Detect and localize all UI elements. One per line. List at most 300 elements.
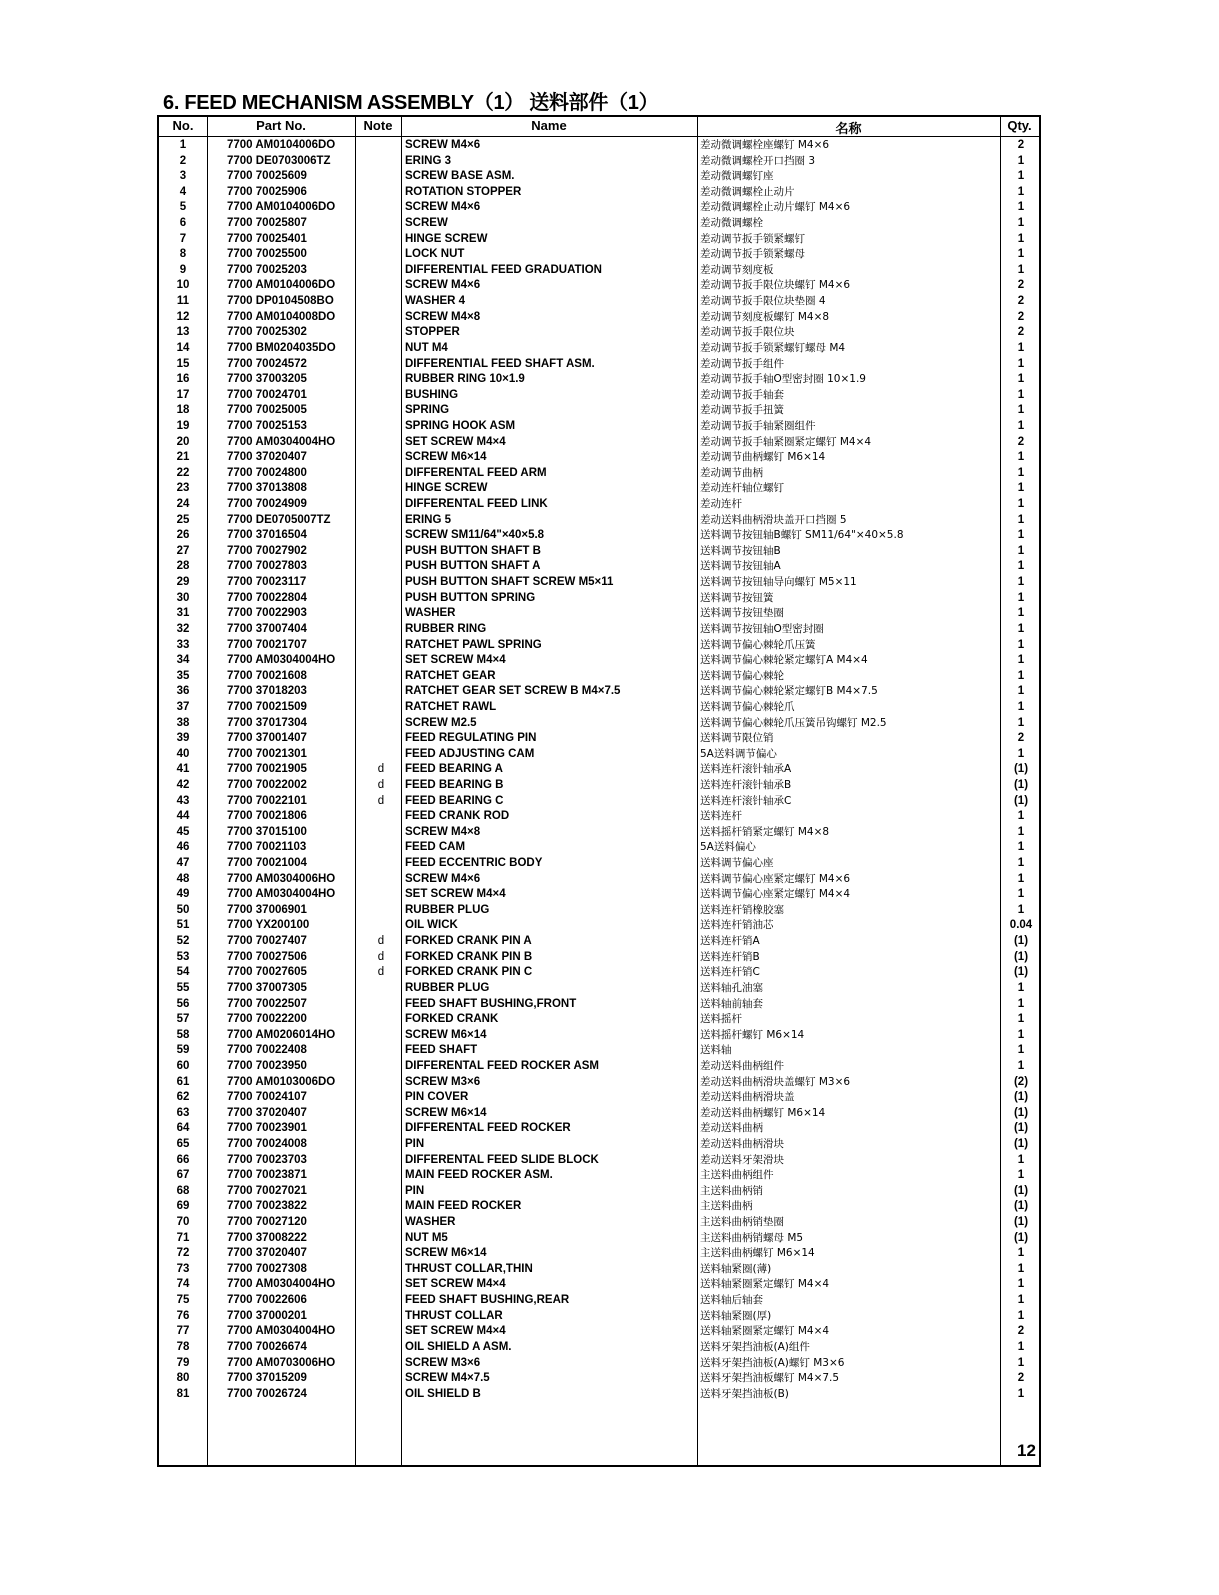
cell-part-no: 7700 DE0703006TZ: [227, 154, 331, 167]
cell-part-no: 7700 AM0304006HO: [227, 872, 336, 885]
cell-qty: 1: [1017, 217, 1025, 230]
cell-part-no: 7700 37006901: [227, 903, 307, 916]
cell-name: MAIN FEED ROCKER: [405, 1200, 522, 1213]
cell-qty: 1: [1017, 357, 1025, 370]
cell-name: SCREW M4×6: [405, 201, 481, 214]
cell-no: 9: [179, 263, 187, 276]
cell-no: 30: [176, 591, 190, 604]
cell-no: 14: [176, 341, 190, 354]
cell-name: SCREW M2.5: [405, 716, 477, 729]
table-row: [159, 1012, 1039, 1028]
cell-name: RATCHET PAWL SPRING: [405, 638, 542, 651]
cell-chinese-name: 送料调节偏心棘轮爪: [700, 700, 795, 713]
table-row: [159, 809, 1039, 825]
cell-chinese-name: 送料调节偏心棘轮紧定螺钉A M4×4: [700, 654, 868, 667]
cell-qty: 1: [1017, 872, 1025, 885]
cell-name: FEED SHAFT: [405, 1044, 478, 1057]
cell-name: ERING 3: [405, 154, 452, 167]
cell-chinese-name: 送料轴后轴套: [700, 1294, 763, 1307]
cell-part-no: 7700 70027803: [227, 560, 307, 573]
cell-qty: 1: [1017, 638, 1025, 651]
cell-name: DIFFERENTAL FEED ARM: [405, 466, 547, 479]
cell-no: 6: [179, 217, 187, 230]
table-row: [159, 544, 1039, 560]
cell-name: FEED ECCENTRIC BODY: [405, 857, 543, 870]
cell-part-no: 7700 70025500: [227, 248, 307, 261]
cell-chinese-name: 主送料曲柄销: [700, 1184, 763, 1197]
cell-no: 37: [176, 700, 190, 713]
cell-name: WASHER 4: [405, 295, 466, 308]
cell-no: 39: [176, 732, 190, 745]
cell-chinese-name: 送料调节按钮簧: [700, 591, 774, 604]
cell-no: 7: [179, 232, 187, 245]
cell-qty: 2: [1017, 326, 1025, 339]
table-row: [159, 1324, 1039, 1340]
cell-qty: (1): [1013, 1138, 1029, 1150]
cell-qty: 2: [1017, 295, 1025, 308]
cell-qty: 2: [1017, 732, 1025, 745]
table-row: [159, 1121, 1039, 1137]
cell-name: FEED REGULATING PIN: [405, 732, 537, 745]
table-row: [159, 1168, 1039, 1184]
cell-no: 66: [176, 1153, 190, 1166]
cell-name: FORKED CRANK: [405, 1013, 499, 1026]
cell-name: RUBBER PLUG: [405, 981, 490, 994]
cell-chinese-name: 差动微调螺栓止动片螺钉 M4×6: [700, 201, 851, 214]
cell-chinese-name: 送料调节偏心座紧定螺钉 M4×6: [700, 872, 851, 885]
cell-part-no: 7700 70027021: [227, 1184, 307, 1197]
table-row: [159, 1387, 1039, 1403]
cell-name: ERING 5: [405, 513, 452, 526]
table-row: [159, 403, 1039, 419]
table-row: [159, 684, 1039, 700]
table-row: [159, 357, 1039, 373]
cell-part-no: 7700 37017304: [227, 716, 307, 729]
cell-no: 68: [176, 1184, 190, 1197]
table-row: [159, 1293, 1039, 1309]
cell-no: 31: [176, 607, 190, 620]
cell-chinese-name: 送料连杆滚针轴承C: [700, 794, 792, 807]
cell-name: SET SCREW M4×4: [405, 888, 506, 901]
cell-qty: (1): [1013, 950, 1029, 963]
table-row: [159, 341, 1039, 357]
cell-no: 22: [176, 466, 190, 479]
cell-name: DIFFERENTAL FEED SLIDE BLOCK: [405, 1153, 599, 1166]
table-row: [159, 1277, 1039, 1293]
cell-chinese-name: 送料连杆销B: [700, 950, 760, 963]
cell-name: FORKED CRANK PIN B: [405, 950, 533, 963]
cell-part-no: 7700 70023901: [227, 1122, 307, 1135]
cell-part-no: 7700 70027902: [227, 544, 307, 557]
cell-name: FEED ADJUSTING CAM: [405, 747, 535, 760]
cell-no: 61: [176, 1075, 190, 1088]
table-row: [159, 981, 1039, 997]
cell-no: 49: [176, 888, 190, 901]
table-row: [159, 1231, 1039, 1247]
cell-name: SCREW M4×8: [405, 310, 481, 323]
cell-chinese-name: 送料调节偏心座紧定螺钉 M4×4: [700, 888, 851, 901]
table-row: [159, 1106, 1039, 1122]
cell-chinese-name: 差动调节扳手锁紧螺钉: [700, 232, 805, 245]
cell-qty: 1: [1017, 248, 1025, 261]
cell-part-no: 7700 AM0104008DO: [227, 310, 336, 323]
cell-chinese-name: 差动微调螺栓: [700, 217, 763, 230]
cell-part-no: 7700 37015100: [227, 825, 307, 838]
cell-qty: 1: [1017, 1153, 1025, 1166]
cell-qty: 2: [1017, 279, 1025, 292]
cell-chinese-name: 差动送料曲柄组件: [700, 1059, 784, 1072]
cell-no: 44: [176, 810, 190, 823]
table-row: [159, 856, 1039, 872]
cell-part-no: 7700 37001407: [227, 732, 307, 745]
table-row: [159, 481, 1039, 497]
cell-no: 2: [179, 154, 187, 167]
cell-qty: (1): [1013, 1231, 1029, 1244]
cell-part-no: 7700 70025005: [227, 404, 307, 417]
cell-part-no: 7700 70025807: [227, 217, 307, 230]
cell-qty: 1: [1017, 1294, 1025, 1307]
table-row: [159, 263, 1039, 279]
cell-chinese-name: 主送料曲柄销垫圈: [700, 1216, 784, 1229]
cell-name: MAIN FEED ROCKER ASM.: [405, 1169, 553, 1182]
cell-name: NUT M4: [405, 341, 448, 354]
cell-name: PIN COVER: [405, 1091, 469, 1104]
cell-qty: (2): [1013, 1075, 1029, 1088]
table-row: [159, 622, 1039, 638]
table-row: [159, 747, 1039, 763]
cell-qty: (1): [1013, 763, 1029, 776]
cell-name: SPRING: [405, 404, 450, 417]
cell-qty: 1: [1017, 700, 1025, 713]
table-row: [159, 497, 1039, 513]
table-row: [159, 794, 1039, 810]
cell-no: 48: [176, 872, 190, 885]
table-row: [159, 1356, 1039, 1372]
cell-name: RATCHET GEAR: [405, 669, 496, 682]
cell-part-no: 7700 AM0206014HO: [227, 1028, 336, 1041]
cell-qty: 1: [1017, 576, 1025, 589]
cell-chinese-name: 送料调节按钮垫圈: [700, 607, 784, 620]
cell-chinese-name: 送料连杆滚针轴承A: [700, 763, 792, 776]
cell-chinese-name: 送料轴紧圈(薄): [700, 1262, 772, 1275]
table-row: [159, 950, 1039, 966]
cell-qty: 1: [1017, 685, 1025, 698]
cell-qty: 2: [1017, 1325, 1025, 1338]
cell-chinese-name: 送料连杆销橡胶塞: [700, 903, 784, 916]
cell-part-no: 7700 70021004: [227, 857, 307, 870]
cell-chinese-name: 送料轴前轴套: [700, 997, 763, 1010]
cell-part-no: 7700 37020407: [227, 451, 307, 464]
cell-name: DIFFERENTIAL FEED GRADUATION: [405, 263, 602, 276]
cell-no: 76: [176, 1309, 190, 1322]
cell-name: ROTATION STOPPER: [405, 185, 522, 198]
table-row: [159, 372, 1039, 388]
cell-name: SET SCREW M4×4: [405, 1278, 506, 1291]
cell-chinese-name: 差动调节曲柄螺钉 M6×14: [700, 451, 826, 464]
cell-qty: (1): [1013, 1106, 1029, 1119]
cell-no: 73: [176, 1262, 190, 1275]
cell-part-no: 7700 37008222: [227, 1231, 307, 1244]
cell-name: RUBBER RING 10×1.9: [405, 373, 525, 386]
cell-part-no: 7700 70023822: [227, 1200, 307, 1213]
cell-no: 21: [176, 451, 190, 464]
table-row: [159, 466, 1039, 482]
cell-no: 78: [176, 1340, 190, 1353]
cell-chinese-name: 主送料曲柄: [700, 1200, 753, 1213]
table-row: [159, 450, 1039, 466]
table-row: [159, 435, 1039, 451]
cell-no: 62: [176, 1091, 190, 1104]
cell-name: SPRING HOOK ASM: [405, 419, 516, 432]
cell-qty: 1: [1017, 1340, 1025, 1353]
cell-name: SET SCREW M4×4: [405, 435, 506, 448]
cell-chinese-name: 送料连杆: [700, 810, 742, 823]
cell-chinese-name: 送料轴紧圈(厚): [700, 1309, 772, 1322]
cell-name: WASHER: [405, 607, 456, 620]
cell-part-no: 7700 70021707: [227, 638, 307, 651]
cell-no: 55: [176, 981, 190, 994]
cell-name: DIFFERENTAL FEED ROCKER ASM: [405, 1059, 600, 1072]
cell-chinese-name: 送料调节偏心棘轮紧定螺钉B M4×7.5: [700, 685, 878, 698]
cell-part-no: 7700 70024800: [227, 466, 307, 479]
cell-part-no: 7700 AM0104006DO: [227, 201, 336, 214]
cell-qty: 1: [1017, 1028, 1025, 1041]
cell-chinese-name: 差动微调螺栓止动片: [700, 185, 795, 198]
cell-chinese-name: 差动送料曲柄: [700, 1122, 763, 1135]
cell-no: 69: [176, 1200, 190, 1213]
cell-qty: 1: [1017, 185, 1025, 198]
cell-name: SCREW M4×6: [405, 872, 481, 885]
cell-part-no: 7700 70025153: [227, 419, 307, 432]
cell-part-no: 7700 AM0304004HO: [227, 888, 336, 901]
table-row: [159, 934, 1039, 950]
cell-name: DIFFERENTAL FEED LINK: [405, 498, 548, 511]
cell-qty: (1): [1013, 1091, 1029, 1104]
cell-qty: 1: [1017, 1169, 1025, 1182]
cell-chinese-name: 送料牙架挡油板螺钉 M4×7.5: [700, 1372, 840, 1385]
cell-chinese-name: 送料牙架挡油板(A)螺钉 M3×6: [700, 1356, 845, 1369]
cell-part-no: 7700 70024008: [227, 1138, 307, 1150]
cell-qty: (1): [1013, 935, 1029, 948]
cell-no: 29: [176, 576, 190, 589]
cell-chinese-name: 差动调节刻度板: [700, 263, 774, 276]
cell-chinese-name: 差动微调螺栓座螺钉 M4×6: [700, 139, 830, 151]
cell-chinese-name: 差动调节刻度板螺钉 M4×8: [700, 310, 830, 323]
cell-no: 43: [176, 794, 190, 807]
cell-part-no: 7700 37007404: [227, 622, 307, 635]
cell-no: 4: [179, 185, 187, 198]
cell-name: SET SCREW M4×4: [405, 1325, 506, 1338]
cell-part-no: 7700 37016504: [227, 529, 307, 542]
cell-chinese-name: 送料调节限位销: [700, 732, 774, 745]
cell-qty: 1: [1017, 841, 1025, 854]
cell-chinese-name: 送料调节按钮轴A: [700, 560, 781, 573]
cell-qty: 1: [1017, 747, 1025, 760]
cell-name: FORKED CRANK PIN A: [405, 935, 532, 948]
cell-part-no: 7700 70022804: [227, 591, 307, 604]
cell-no: 72: [176, 1247, 190, 1260]
cell-chinese-name: 送料调节按钮轴B: [700, 544, 781, 557]
cell-no: 32: [176, 622, 190, 635]
cell-chinese-name: 差动调节扳手限位块垫圈 4: [700, 295, 826, 308]
table-row: [159, 1028, 1039, 1044]
cell-qty: 1: [1017, 1309, 1025, 1322]
cell-chinese-name: 差动送料曲柄滑块盖: [700, 1091, 795, 1104]
cell-name: FEED SHAFT BUSHING,REAR: [405, 1294, 570, 1307]
cell-part-no: 7700 37003205: [227, 373, 307, 386]
cell-no: 56: [176, 997, 190, 1010]
cell-no: 17: [176, 388, 190, 401]
cell-chinese-name: 送料连杆销C: [700, 966, 760, 979]
cell-part-no: 7700 70021301: [227, 747, 307, 760]
cell-part-no: 7700 70027407: [227, 935, 307, 948]
cell-part-no: 7700 37013808: [227, 482, 307, 495]
cell-name: STOPPER: [405, 326, 460, 339]
cell-part-no: 7700 70025302: [227, 326, 307, 339]
cell-qty: 0.04: [1009, 919, 1033, 932]
cell-qty: 1: [1017, 560, 1025, 573]
cell-chinese-name: 送料调节偏心棘轮: [700, 669, 784, 682]
cell-chinese-name: 差动送料曲柄滑块盖螺钉 M3×6: [700, 1075, 851, 1088]
cell-qty: 1: [1017, 1013, 1025, 1026]
cell-note: d: [377, 794, 385, 807]
cell-part-no: 7700 70023871: [227, 1169, 307, 1182]
cell-no: 1: [179, 139, 187, 151]
header-part-no: Part No.: [256, 118, 306, 133]
cell-name: SCREW M3×6: [405, 1356, 481, 1369]
cell-part-no: 7700 AM0104006DO: [227, 139, 336, 151]
cell-chinese-name: 差动微调螺钉座: [700, 170, 774, 183]
cell-no: 60: [176, 1059, 190, 1072]
table-row: [159, 762, 1039, 778]
cell-name: OIL WICK: [405, 919, 458, 932]
cell-qty: 1: [1017, 888, 1025, 901]
table-row: [159, 1043, 1039, 1059]
cell-chinese-name: 送料摇杆销紧定螺钉 M4×8: [700, 825, 830, 838]
cell-qty: 2: [1017, 435, 1025, 448]
header-no: No.: [172, 118, 194, 133]
cell-name: SCREW BASE ASM.: [405, 170, 515, 183]
cell-qty: (1): [1013, 778, 1029, 791]
cell-qty: 1: [1017, 1356, 1025, 1369]
cell-name: SCREW M4×7.5: [405, 1372, 490, 1385]
cell-no: 45: [176, 825, 190, 838]
cell-qty: 1: [1017, 419, 1025, 432]
table-row: [159, 1262, 1039, 1278]
cell-chinese-name: 差动送料曲柄滑块: [700, 1138, 784, 1150]
table-row: [159, 294, 1039, 310]
table-row: [159, 591, 1039, 607]
cell-chinese-name: 差动调节扳手轴套: [700, 388, 784, 401]
cell-no: 50: [176, 903, 190, 916]
cell-name: LOCK NUT: [405, 248, 465, 261]
table-row: [159, 653, 1039, 669]
cell-chinese-name: 主送料曲柄销螺母 M5: [700, 1231, 804, 1244]
cell-name: FEED CAM: [405, 841, 466, 854]
cell-name: SCREW M4×6: [405, 279, 481, 292]
cell-part-no: 7700 70026724: [227, 1387, 307, 1400]
cell-name: WASHER: [405, 1216, 456, 1229]
cell-part-no: 7700 70027506: [227, 950, 307, 963]
cell-name: PUSH BUTTON SHAFT SCREW M5×11: [405, 576, 614, 589]
cell-chinese-name: 差动调节扳手限位块螺钉 M4×6: [700, 279, 851, 292]
cell-chinese-name: 差动送料曲柄螺钉 M6×14: [700, 1106, 826, 1119]
cell-qty: 2: [1017, 139, 1025, 151]
cell-no: 46: [176, 841, 190, 854]
table-row: [159, 1199, 1039, 1215]
cell-no: 74: [176, 1278, 190, 1291]
table-row: [159, 638, 1039, 654]
table-row: [159, 997, 1039, 1013]
cell-chinese-name: 送料摇杆: [700, 1013, 742, 1026]
cell-chinese-name: 5A送料调节偏心: [700, 747, 777, 760]
table-row: [159, 1309, 1039, 1325]
cell-no: 75: [176, 1294, 190, 1307]
table-row: [159, 200, 1039, 216]
cell-part-no: 7700 37018203: [227, 685, 307, 698]
cell-qty: 1: [1017, 903, 1025, 916]
cell-no: 59: [176, 1044, 190, 1057]
cell-chinese-name: 送料调节按钮轴B螺钉 SM11/64"×40×5.8: [700, 529, 904, 542]
table-row: [159, 731, 1039, 747]
cell-name: PUSH BUTTON SPRING: [405, 591, 536, 604]
cell-chinese-name: 差动送料牙架滑块: [700, 1153, 784, 1166]
table-row: [159, 1246, 1039, 1262]
cell-part-no: 7700 70024701: [227, 388, 307, 401]
table-row: [159, 1340, 1039, 1356]
cell-chinese-name: 送料轴紧圈紧定螺钉 M4×4: [700, 1278, 830, 1291]
cell-part-no: 7700 70027605: [227, 966, 307, 979]
cell-chinese-name: 差动调节扳手轴紧圈组件: [700, 419, 816, 432]
table-row: [159, 778, 1039, 794]
parts-table: [157, 115, 1041, 1467]
cell-part-no: 7700 70021103: [227, 841, 307, 854]
cell-no: 5: [179, 201, 187, 214]
cell-name: SCREW SM11/64"×40×5.8: [405, 529, 545, 542]
header-chinese-name: 名称: [835, 121, 862, 136]
cell-qty: 1: [1017, 544, 1025, 557]
cell-qty: (1): [1013, 1184, 1029, 1197]
cell-no: 25: [176, 513, 190, 526]
cell-qty: (1): [1013, 794, 1029, 807]
cell-name: RUBBER PLUG: [405, 903, 490, 916]
cell-chinese-name: 送料摇杆螺钉 M6×14: [700, 1028, 805, 1041]
cell-no: 35: [176, 669, 190, 682]
cell-note: d: [377, 950, 385, 963]
cell-name: HINGE SCREW: [405, 482, 488, 495]
table-row: [159, 825, 1039, 841]
cell-part-no: 7700 70025906: [227, 185, 307, 198]
cell-no: 33: [176, 638, 190, 651]
cell-name: OIL SHIELD B: [405, 1387, 481, 1400]
cell-no: 64: [176, 1122, 190, 1135]
table-row: [159, 669, 1039, 685]
cell-no: 70: [176, 1216, 190, 1229]
cell-note: d: [377, 763, 385, 776]
table-row: [159, 965, 1039, 981]
table-row: [159, 559, 1039, 575]
cell-chinese-name: 差动调节扳手扭簧: [700, 404, 784, 417]
cell-chinese-name: 差动调节扳手限位块: [700, 326, 795, 339]
cell-chinese-name: 差动调节扳手锁紧螺母: [700, 248, 805, 261]
cell-part-no: 7700 YX200100: [227, 919, 310, 932]
cell-name: SCREW M6×14: [405, 1106, 487, 1119]
cell-name: SET SCREW M4×4: [405, 654, 506, 667]
table-row: [159, 1075, 1039, 1091]
cell-name: SCREW M6×14: [405, 1028, 487, 1041]
cell-no: 20: [176, 435, 190, 448]
cell-qty: 1: [1017, 513, 1025, 526]
